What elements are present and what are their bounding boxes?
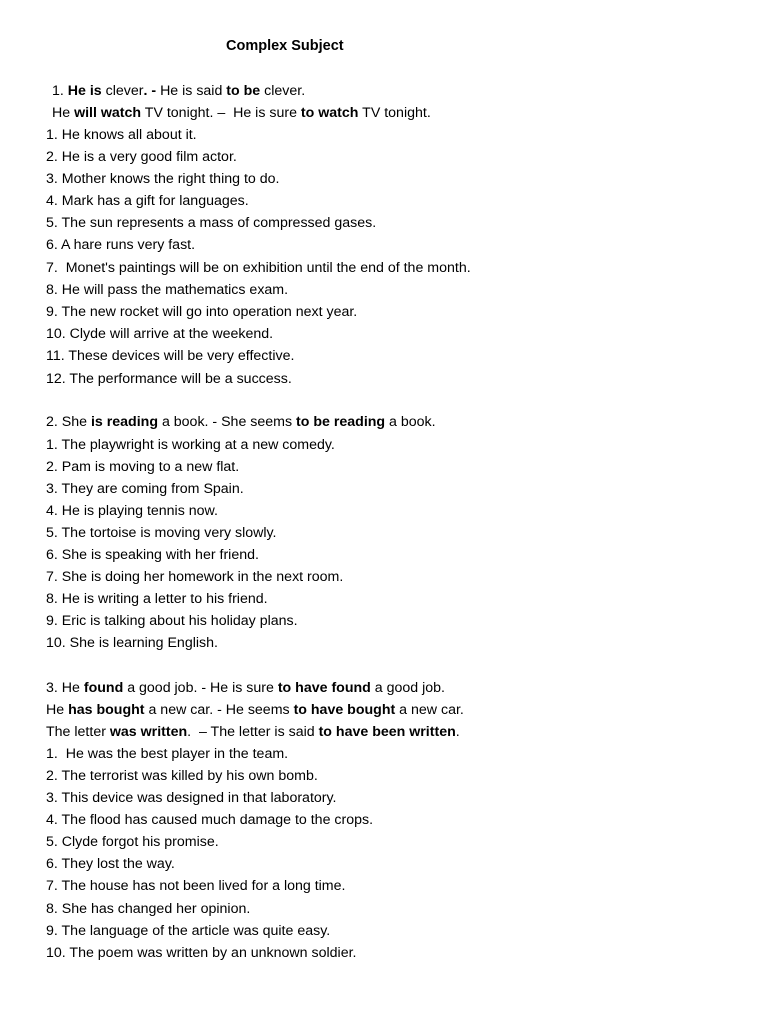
list-item: 3. This device was designed in that laboratory. (46, 790, 337, 806)
bold-segment: to be (226, 83, 261, 99)
list-item: 5. The sun represents a mass of compressed gases. (46, 215, 377, 231)
text-segment: . (455, 724, 460, 740)
bold-segment: to have found (277, 680, 371, 696)
page-title: Complex Subject (226, 38, 344, 54)
bold-segment: to have bought (293, 702, 396, 718)
list-item: 1. He was the best player in the team. (46, 746, 289, 762)
example-line (46, 701, 464, 719)
bold-segment: to have been written (318, 724, 456, 740)
example-line (46, 413, 436, 431)
list-item: 12. The performance will be a success. (46, 371, 292, 387)
text-segment: TV tonight. – He is sure (141, 105, 301, 121)
bold-segment: has bought (68, 702, 145, 718)
bold-segment: will watch (74, 105, 142, 121)
text-segment: He (46, 702, 69, 718)
list-item: 2. He is a very good film actor. (46, 149, 237, 165)
list-item: 9. Eric is talking about his holiday plans. (46, 613, 298, 629)
example-line (52, 82, 305, 100)
list-item: 5. Clyde forgot his promise. (46, 834, 219, 850)
list-item: 1. He knows all about it. (46, 127, 197, 143)
text-segment: a new car. - He seems (144, 702, 294, 718)
example-line (46, 723, 460, 741)
list-item: 3. Mother knows the right thing to do. (46, 171, 280, 187)
list-item: 6. A hare runs very fast. (46, 237, 196, 253)
list-item: 3. They are coming from Spain. (46, 481, 244, 497)
text-segment: TV tonight. (358, 105, 431, 121)
list-item: 10. The poem was written by an unknown soldier. (46, 945, 357, 961)
bold-segment: to watch (300, 105, 359, 121)
bold-segment: is (89, 83, 102, 99)
bold-segment: is reading (90, 414, 158, 430)
text-segment: a new car. (395, 702, 464, 718)
list-item: 1. The playwright is working at a new comedy. (46, 437, 335, 453)
text-segment: 3. He (46, 680, 84, 696)
list-item: 4. He is playing tennis now. (46, 503, 218, 519)
bold-segment: . - (143, 83, 161, 99)
list-item: 6. They lost the way. (46, 856, 175, 872)
text-segment: 2. She (46, 414, 91, 430)
bold-segment: to be reading (296, 414, 386, 430)
list-item: 8. She has changed her opinion. (46, 901, 251, 917)
text-segment: He (52, 105, 75, 121)
list-item: 4. The flood has caused much damage to the crops. (46, 812, 374, 828)
list-item: 11. These devices will be very effective. (46, 348, 295, 364)
list-item: 2. The terrorist was killed by his own bomb. (46, 768, 318, 784)
list-item: 2. Pam is moving to a new flat. (46, 459, 240, 475)
list-item: 6. She is speaking with her friend. (46, 547, 259, 563)
list-item: 10. Clyde will arrive at the weekend. (46, 326, 274, 342)
text-segment: a good job. - He is sure (123, 680, 278, 696)
text-segment: a book. (385, 414, 436, 430)
text-segment: a good job. (370, 680, 445, 696)
text-segment: The letter (46, 724, 110, 740)
list-item: 8. He will pass the mathematics exam. (46, 282, 289, 298)
text-segment: 1. (52, 83, 68, 99)
list-item: 9. The new rocket will go into operation next year. (46, 304, 358, 320)
bold-segment: was written (109, 724, 188, 740)
list-item: 10. She is learning English. (46, 635, 218, 651)
list-item: 8. He is writing a letter to his friend. (46, 591, 268, 607)
example-line (46, 679, 445, 697)
example-line (52, 104, 431, 122)
list-item: 7. Monet's paintings will be on exhibition until the end of the month. (46, 260, 471, 276)
text-segment: clever (101, 83, 144, 99)
list-item: 7. The house has not been lived for a long time. (46, 878, 346, 894)
list-item: 5. The tortoise is moving very slowly. (46, 525, 277, 541)
text-segment: . – The letter is said (187, 724, 319, 740)
bold-segment: found (83, 680, 124, 696)
text-segment: He is said (160, 83, 227, 99)
text-segment: a book. - She seems (158, 414, 297, 430)
list-item: 4. Mark has a gift for languages. (46, 193, 249, 209)
list-item: 7. She is doing her homework in the next room. (46, 569, 344, 585)
bold-segment: He (67, 83, 90, 99)
list-item: 9. The language of the article was quite easy. (46, 923, 331, 939)
text-segment: clever. (260, 83, 306, 99)
